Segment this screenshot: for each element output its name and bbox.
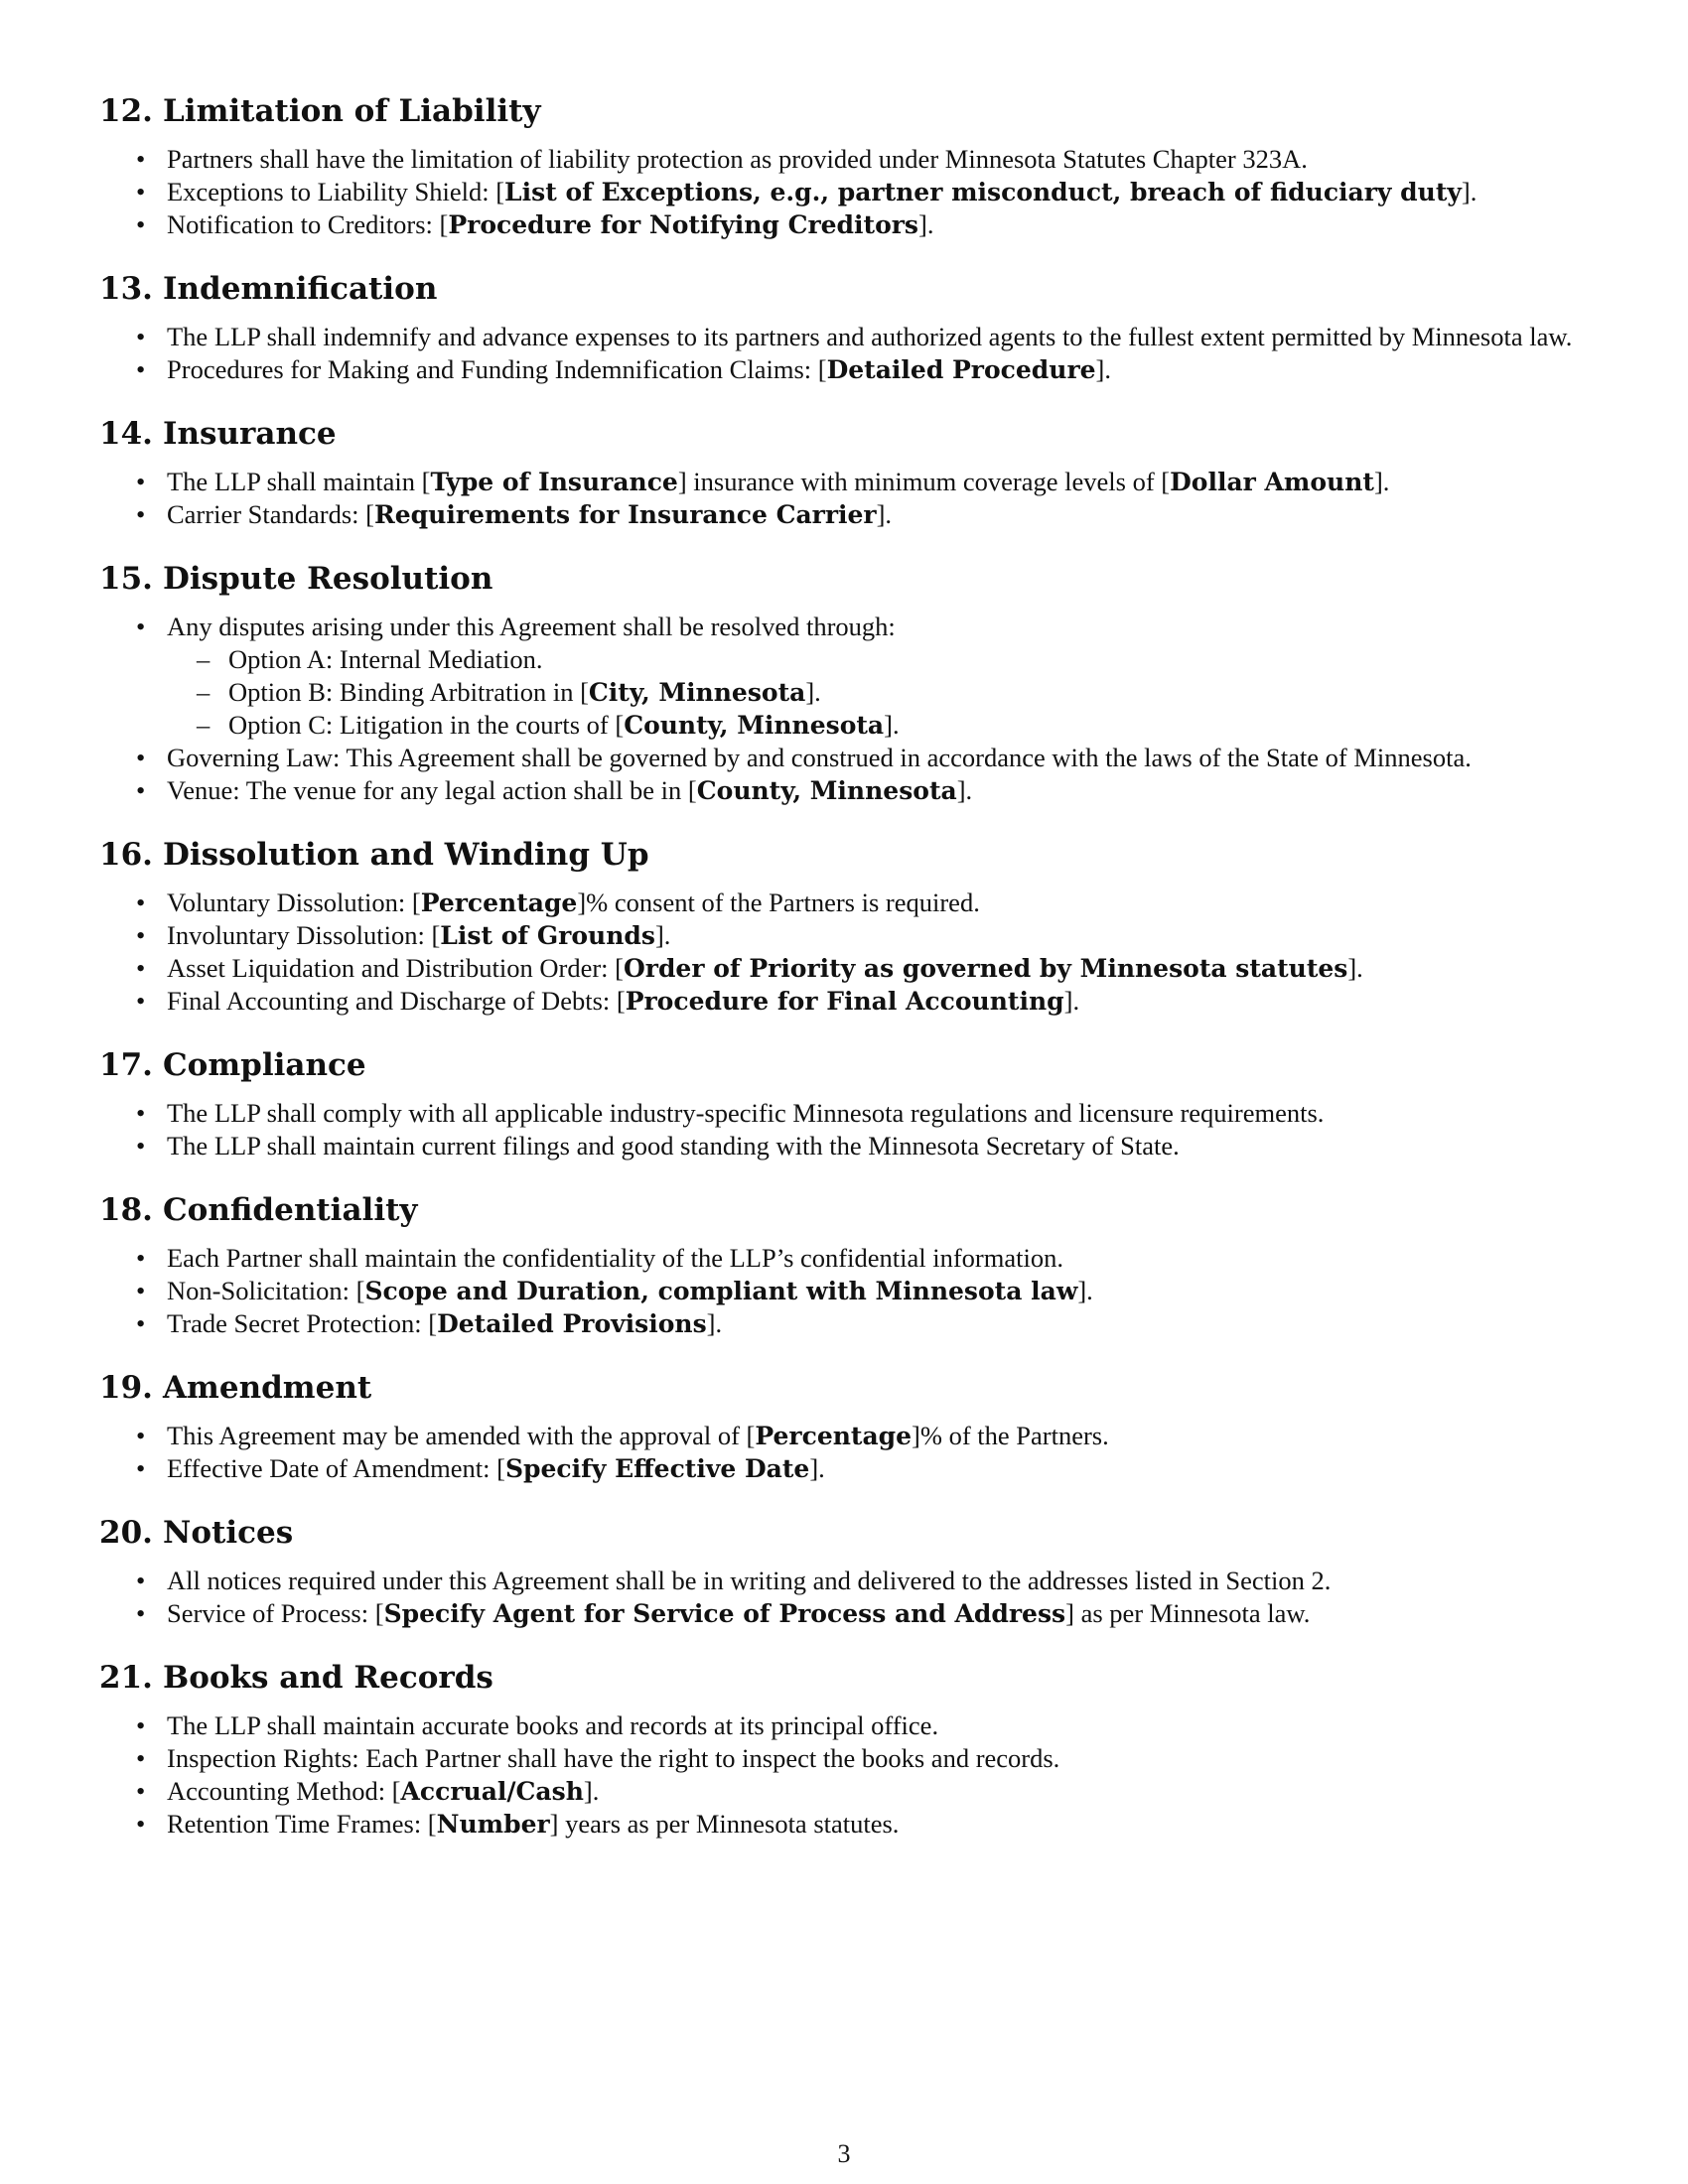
placeholder: County, Minnesota <box>696 776 957 805</box>
section-number: 18. <box>99 1192 153 1228</box>
list-item: • Governing Law: This Agreement shall be governed by and construed in accordance with the laws of the State of Minnesota. <box>99 742 1589 774</box>
list-item: • Notification to Creditors: [Procedure for Notifying Creditors]. <box>99 208 1589 241</box>
section-title: Indemnification <box>163 271 438 307</box>
placeholder: Type of Insurance <box>430 468 678 496</box>
list-item: • Trade Secret Protection: [Detailed Provisions]. <box>99 1307 1589 1340</box>
section-heading <box>99 1513 1589 1553</box>
section-insurance <box>99 414 1589 531</box>
section-number: 19. <box>99 1370 153 1406</box>
section-number: 17. <box>99 1047 153 1083</box>
section-heading <box>99 835 1589 875</box>
section-title: Insurance <box>163 416 337 452</box>
placeholder: Detailed Procedure <box>826 355 1096 384</box>
section-title: Notices <box>163 1515 294 1551</box>
sub-list-item: – Option C: Litigation in the courts of [County, Minnesota]. <box>167 709 1589 742</box>
placeholder: County, Minnesota <box>624 711 885 740</box>
placeholder: Specify Effective Date <box>504 1454 810 1483</box>
section-heading <box>99 91 1589 131</box>
section-heading <box>99 414 1589 454</box>
list-item: • Inspection Rights: Each Partner shall have the right to inspect the books and records. <box>99 1742 1589 1775</box>
placeholder: List of Exceptions, e.g., partner misconduct, breach of fiduciary duty <box>504 178 1462 206</box>
document-page <box>99 91 1589 1868</box>
list-item: • The LLP shall comply with all applicable industry-specific Minnesota regulations and licensure requirements. <box>99 1097 1589 1130</box>
section-indemnification <box>99 269 1589 386</box>
section-books-and-records <box>99 1658 1589 1841</box>
section-limitation-of-liability <box>99 91 1589 241</box>
section-title: Dispute Resolution <box>163 561 493 597</box>
section-heading <box>99 1045 1589 1085</box>
list-item: • Effective Date of Amendment: [Specify Effective Date]. <box>99 1452 1589 1485</box>
list-item: • Asset Liquidation and Distribution Order: [Order of Priority as governed by Minnesota statutes]. <box>99 952 1589 985</box>
list-item: • Any disputes arising under this Agreement shall be resolved through: – Option A: Internal Mediation. – Option B: Binding Arbitration in [City, Minnesota]. – Option C: Litigation in the courts of [County, Minnesota]. <box>99 611 1589 742</box>
list-item: • Exceptions to Liability Shield: [List of Exceptions, e.g., partner misconduct, breach of fiduciary duty]. <box>99 176 1589 208</box>
list-item: • Accounting Method: [Accrual/Cash]. <box>99 1775 1589 1808</box>
section-dissolution <box>99 835 1589 1018</box>
section-title: Books and Records <box>163 1660 493 1696</box>
page-number: 3 <box>837 2139 851 2168</box>
section-heading <box>99 1190 1589 1230</box>
list-item: • The LLP shall maintain current filings and good standing with the Minnesota Secretary of State. <box>99 1130 1589 1162</box>
placeholder: Number <box>436 1810 550 1839</box>
section-compliance <box>99 1045 1589 1162</box>
section-notices <box>99 1513 1589 1630</box>
list-item: • Non-Solicitation: [Scope and Duration, compliant with Minnesota law]. <box>99 1275 1589 1307</box>
section-title: Limitation of Liability <box>163 93 541 129</box>
section-number: 13. <box>99 271 153 307</box>
section-title: Compliance <box>163 1047 366 1083</box>
placeholder: Procedure for Notifying Creditors <box>448 210 919 239</box>
list-item: • All notices required under this Agreement shall be in writing and delivered to the addresses listed in Section 2. <box>99 1565 1589 1597</box>
placeholder: Accrual/Cash <box>400 1777 584 1806</box>
section-number: 16. <box>99 837 153 873</box>
placeholder: Dollar Amount <box>1170 468 1374 496</box>
section-number: 20. <box>99 1515 153 1551</box>
sub-list-item: – Option A: Internal Mediation. <box>167 643 1589 676</box>
section-number: 12. <box>99 93 153 129</box>
list-item: • Final Accounting and Discharge of Debts: [Procedure for Final Accounting]. <box>99 985 1589 1018</box>
placeholder: Specify Agent for Service of Process and Address <box>383 1599 1066 1628</box>
list-item: • The LLP shall maintain [Type of Insurance] insurance with minimum coverage levels of [Dollar Amount]. <box>99 466 1589 498</box>
section-title: Dissolution and Winding Up <box>163 837 649 873</box>
list-item: • Service of Process: [Specify Agent for Service of Process and Address] as per Minnesota law. <box>99 1597 1589 1630</box>
list-item: • Venue: The venue for any legal action shall be in [County, Minnesota]. <box>99 774 1589 807</box>
list-item: • Carrier Standards: [Requirements for Insurance Carrier]. <box>99 498 1589 531</box>
section-heading <box>99 269 1589 309</box>
list-item: • Involuntary Dissolution: [List of Grounds]. <box>99 919 1589 952</box>
placeholder: Scope and Duration, compliant with Minnesota law <box>364 1277 1078 1305</box>
list-item: • This Agreement may be amended with the approval of [Percentage]% of the Partners. <box>99 1420 1589 1452</box>
placeholder: Order of Priority as governed by Minnesota statutes <box>624 954 1348 983</box>
section-number: 14. <box>99 416 153 452</box>
section-heading <box>99 559 1589 599</box>
section-confidentiality <box>99 1190 1589 1340</box>
section-number: 21. <box>99 1660 153 1696</box>
list-item: • Retention Time Frames: [Number] years as per Minnesota statutes. <box>99 1808 1589 1841</box>
list-item: • Each Partner shall maintain the confidentiality of the LLP’s confidential information. <box>99 1242 1589 1275</box>
section-heading <box>99 1368 1589 1408</box>
list-item: • Procedures for Making and Funding Indemnification Claims: [Detailed Procedure]. <box>99 353 1589 386</box>
list-item: • The LLP shall maintain accurate books and records at its principal office. <box>99 1709 1589 1742</box>
placeholder: Percentage <box>755 1422 913 1450</box>
section-dispute-resolution <box>99 559 1589 807</box>
list-item: • The LLP shall indemnify and advance expenses to its partners and authorized agents to the fullest extent permitted by Minnesota law. <box>99 321 1589 353</box>
section-heading <box>99 1658 1589 1698</box>
section-amendment <box>99 1368 1589 1485</box>
sub-list-item: – Option B: Binding Arbitration in [City, Minnesota]. <box>167 676 1589 709</box>
list-item: • Voluntary Dissolution: [Percentage]% consent of the Partners is required. <box>99 887 1589 919</box>
placeholder: Percentage <box>420 888 578 917</box>
placeholder: Requirements for Insurance Carrier <box>374 500 877 529</box>
placeholder: Procedure for Final Accounting <box>625 987 1064 1016</box>
placeholder: List of Grounds <box>440 921 655 950</box>
section-number: 15. <box>99 561 153 597</box>
placeholder: City, Minnesota <box>588 678 806 707</box>
list-item: • Partners shall have the limitation of liability protection as provided under Minnesota Statutes Chapter 323A. <box>99 143 1589 176</box>
section-title: Amendment <box>163 1370 372 1406</box>
section-title: Confidentiality <box>163 1192 418 1228</box>
placeholder: Detailed Provisions <box>437 1309 707 1338</box>
